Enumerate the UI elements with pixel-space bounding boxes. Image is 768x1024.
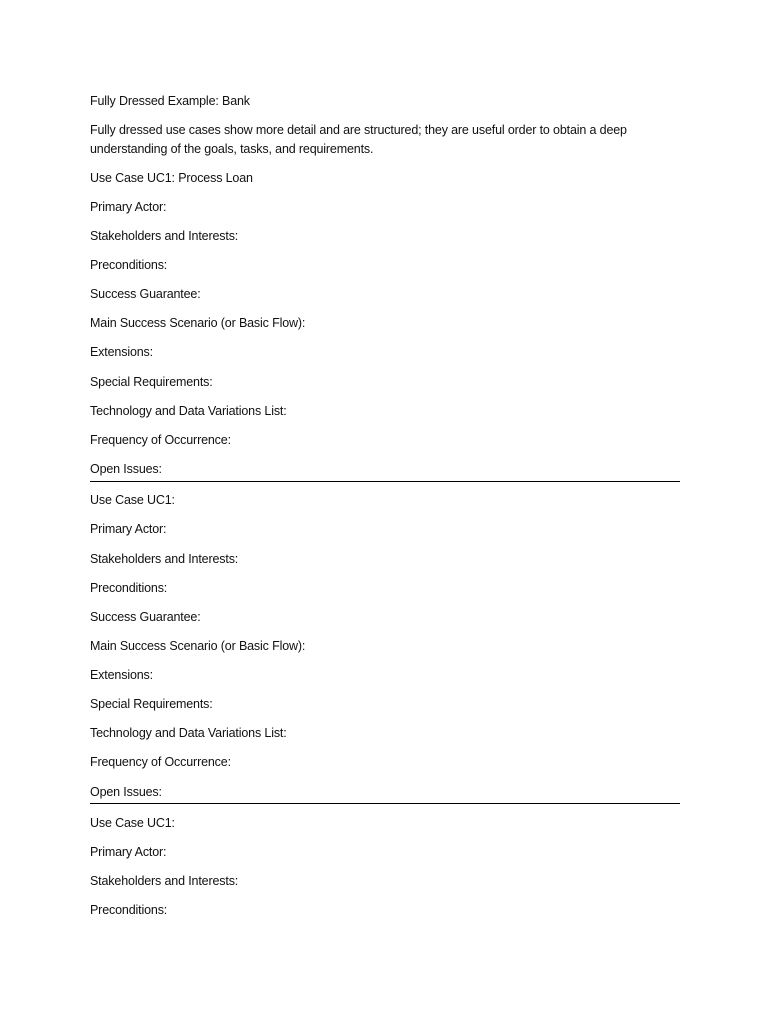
section-2-primary-actor: Primary Actor: <box>90 522 167 536</box>
section-2-tech-variations: Technology and Data Variations List: <box>90 726 287 740</box>
section-3-use-case: Use Case UC1: <box>90 816 175 830</box>
section-3-stakeholders: Stakeholders and Interests: <box>90 874 239 888</box>
section-1-open-issues: Open Issues: <box>90 462 162 476</box>
section-divider <box>90 481 680 482</box>
section-3-primary-actor: Primary Actor: <box>90 845 167 859</box>
section-2-frequency: Frequency of Occurrence: <box>90 755 231 769</box>
section-2-use-case: Use Case UC1: <box>90 493 175 507</box>
section-3-preconditions: Preconditions: <box>90 903 168 917</box>
section-1-preconditions: Preconditions: <box>90 258 168 272</box>
section-2-success-guarantee: Success Guarantee: <box>90 610 201 624</box>
section-2-main-success-scenario: Main Success Scenario (or Basic Flow): <box>90 639 306 653</box>
section-1-use-case: Use Case UC1: Process Loan <box>90 171 253 185</box>
section-1-primary-actor: Primary Actor: <box>90 200 167 214</box>
intro-paragraph: Fully dressed use cases show more detail and are structured; they are useful order to obtain a deep understanding of the goals, tasks, and requirements. <box>90 123 627 156</box>
section-divider <box>90 803 680 804</box>
document-title: Fully Dressed Example: Bank <box>90 94 250 108</box>
section-1-frequency: Frequency of Occurrence: <box>90 433 231 447</box>
section-2-special-requirements: Special Requirements: <box>90 697 213 711</box>
document-page <box>90 0 680 1024</box>
section-2-stakeholders: Stakeholders and Interests: <box>90 552 239 566</box>
section-1-stakeholders: Stakeholders and Interests: <box>90 229 239 243</box>
section-1-special-requirements: Special Requirements: <box>90 375 213 389</box>
section-1-tech-variations: Technology and Data Variations List: <box>90 404 287 418</box>
section-2-preconditions: Preconditions: <box>90 581 168 595</box>
section-1-main-success-scenario: Main Success Scenario (or Basic Flow): <box>90 316 306 330</box>
section-1-success-guarantee: Success Guarantee: <box>90 287 201 301</box>
section-2-extensions: Extensions: <box>90 668 153 682</box>
section-2-open-issues: Open Issues: <box>90 785 162 799</box>
section-1-extensions: Extensions: <box>90 345 153 359</box>
